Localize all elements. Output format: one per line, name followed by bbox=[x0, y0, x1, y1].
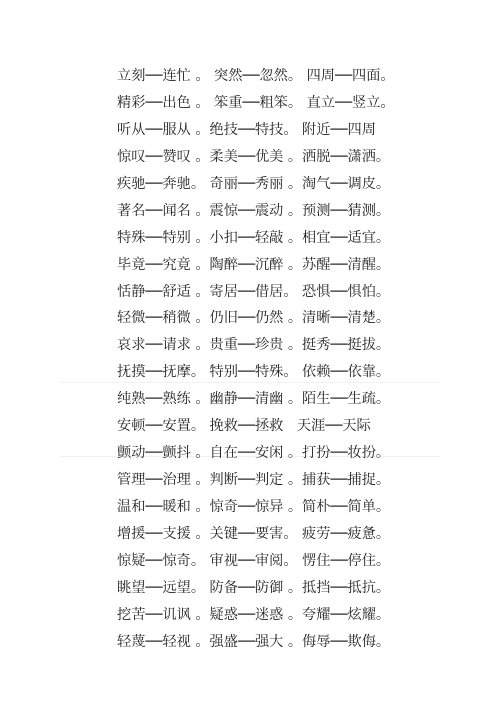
synonym-line: 著名──闻名 。震惊──震动 。预测──猜测。 bbox=[117, 202, 391, 219]
synonym-line: 颤动──颤抖 。自在──安闲 。打扮──妆扮。 bbox=[117, 445, 391, 462]
synonym-line: 疾驰──奔驰。 奇丽──秀丽 。淘气──调皮。 bbox=[117, 175, 391, 192]
synonym-line: 听从──服从 。绝技──特技。 附近──四周 bbox=[117, 121, 376, 138]
synonym-line: 惊疑──惊奇。 审视──审阅。 愣住──停住。 bbox=[117, 552, 391, 569]
synonym-line: 轻微──稍微 。仍旧──仍然 。清晰──清楚。 bbox=[117, 310, 391, 327]
synonym-line: 管理──治理 。判断──判定 。捕获──捕捉。 bbox=[117, 472, 391, 489]
synonym-line: 温和──暖和 。惊奇──惊异 。简朴──简单。 bbox=[117, 499, 391, 515]
synonym-line: 抚摸──抚摩。 特别──特殊。 依赖──依靠。 bbox=[117, 364, 391, 381]
synonym-line: 纯熟──熟练 。幽静──清幽 。陌生──生疏。 bbox=[117, 391, 391, 408]
synonym-line: 恬静──舒适 。寄居──借居。 恐惧──惧怕。 bbox=[117, 283, 391, 300]
synonym-line: 立刻──连忙 。 突然──忽然。 四周──四面。 bbox=[117, 68, 395, 84]
synonym-line: 哀求──请求 。贵重──珍贵 。挺秀──挺拔。 bbox=[117, 337, 391, 354]
synonym-line: 毕竟──究竟 。陶醉──沉醉 。苏醒──清醒。 bbox=[117, 256, 391, 273]
synonym-list bbox=[117, 63, 395, 656]
synonym-line: 增援──支援 。关键──要害。 疲劳──疲惫。 bbox=[117, 525, 391, 542]
synonym-line: 特殊──特别 。小扣──轻敲 。相宜──适宜。 bbox=[117, 229, 391, 246]
synonym-line: 惊叹──赞叹 。柔美──优美 。洒脱──潇洒。 bbox=[117, 148, 391, 165]
synonym-line: 精彩──出色 。 笨重──粗笨。 直立──竖立。 bbox=[117, 94, 395, 111]
synonym-line: 眺望──远望。 防备──防御 。抵挡──抵抗。 bbox=[117, 579, 391, 596]
synonym-line: 轻蔑──轻视 。强盛──强大 。侮辱──欺侮。 bbox=[117, 633, 391, 650]
synonym-line: 挖苦──讥讽 。疑惑──迷惑 。夸耀──炫耀。 bbox=[117, 606, 391, 623]
synonym-line: 安顿──安置。 挽救──拯救 天涯──天际 bbox=[117, 418, 371, 435]
